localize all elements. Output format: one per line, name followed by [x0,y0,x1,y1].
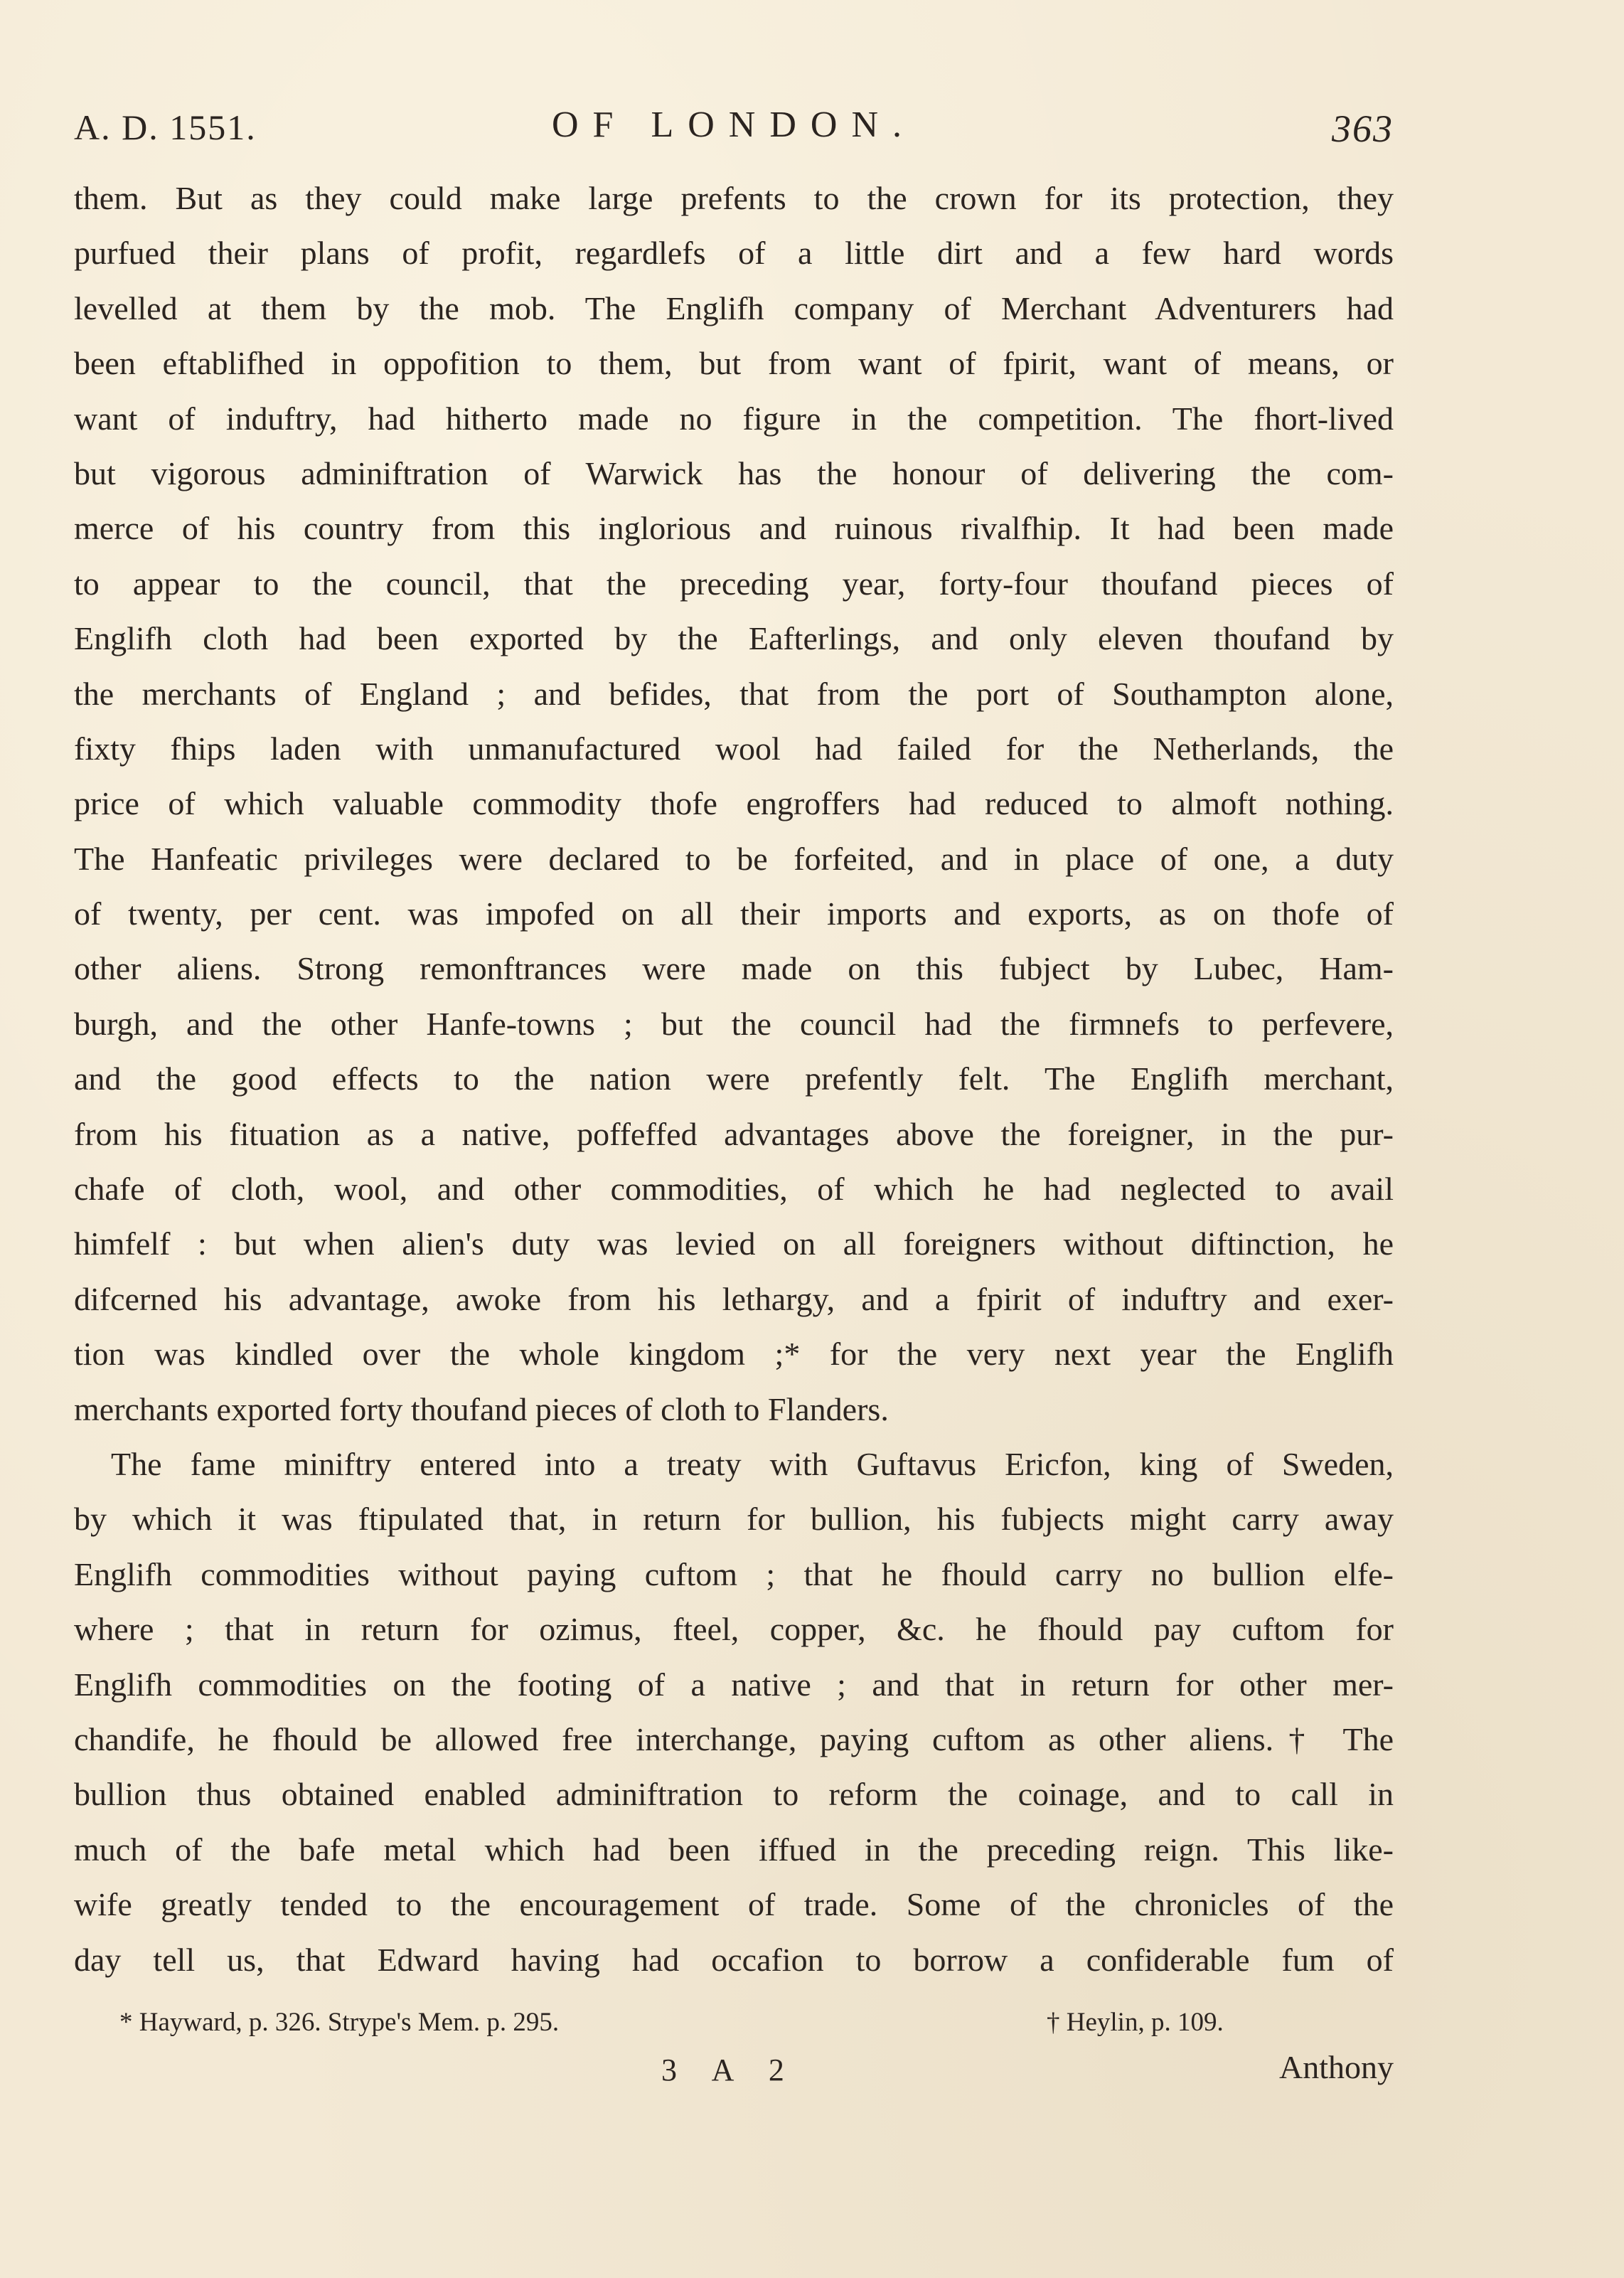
text-line: been eftablifhed in oppofition to them, but from want of fpirit, want of means, or [74,345,1394,382]
text-line: levelled at them by the mob. The Englifh company of Merchant Adventurers had [74,289,1394,326]
text-line: other aliens. Strong remonftrances were made on this fubject by Lubec, Ham- [74,950,1394,987]
footnotes [74,2007,1394,2050]
footnote-heylin: † Heylin, p. 109. [1047,2008,1224,2037]
text-line: Englifh commodities without paying cuftom ; that he fhould carry no bullion elfe- [74,1555,1394,1592]
text-line: of twenty, per cent. was impofed on all their imports and exports, as on thofe of [74,895,1394,932]
text-line: Englifh cloth had been exported by the Eafterlings, and only eleven thoufand by [74,620,1394,657]
text-line: difcerned his advantage, awoke from his lethargy, and a fpirit of induftry and exer- [74,1280,1394,1317]
text-line: to appear to the council, that the preceding year, forty-four thoufand pieces of [74,565,1394,602]
text-line: himfelf : but when alien's duty was levied on all foreigners without diftinction, he [74,1225,1394,1262]
text-line: from his fituation as a native, poffeffed advantages above the foreigner, in the pur- [74,1115,1394,1152]
text-line: want of induftry, had hitherto made no figure in the competition. The fhort-lived [74,400,1394,437]
text-line: purfued their plans of profit, regardlefs of a little dirt and a few hard words [74,235,1394,272]
text-line: chandife, he fhould be allowed free interchange, paying cuftom as other aliens.† The [74,1720,1394,1757]
header-year: A. D. 1551. [74,107,257,147]
text-line: day tell us, that Edward having had occafion to borrow a confiderable fum of [74,1941,1394,1978]
text-line: wife greatly tended to the encouragement of trade. Some of the chronicles of the [74,1886,1394,1923]
text-line: chafe of cloth, wool, and other commodities, of which he had neglected to avail [74,1171,1394,1208]
catchword: Anthony [1279,2049,1394,2085]
body-text [74,171,1394,1987]
text-line: tion was kindled over the whole kingdom ;* for the very next year the Englifh [74,1336,1394,1373]
text-line: Englifh commodities on the footing of a native ; and that in return for other mer- [74,1666,1394,1703]
text-line: but vigorous adminiftration of Warwick has the honour of delivering the com- [74,454,1394,491]
text-line: the merchants of England ; and befides, that from the port of Southampton alone, [74,675,1394,712]
text-line: price of which valuable commodity thofe engroffers had reduced to almoft nothing. [74,785,1394,822]
text-line: merce of his country from this inglorious and ruinous rivalfhip. It had been made [74,510,1394,547]
header-title: OF LONDON. [552,105,916,145]
text-line: merchants exported forty thoufand pieces of cloth to Flanders. [74,1390,889,1427]
page-number: 363 [1332,107,1394,150]
text-line: The Hanfeatic privileges were declared to be forfeited, and in place of one, a duty [74,840,1394,877]
text-line: and the good effects to the nation were prefently felt. The Englifh merchant, [74,1060,1394,1097]
text-line: by which it was ftipulated that, in return for bullion, his fubjects might carry away [74,1501,1394,1538]
text-line: fixty fhips laden with unmanufactured wool had failed for the Netherlands, the [74,730,1394,767]
signature-mark: 3 A 2 [661,2053,798,2087]
text-line: where ; that in return for ozimus, fteel, copper, &c. he fhould pay cuftom for [74,1611,1394,1648]
text-line: The fame miniftry entered into a treaty with Guftavus Ericfon, king of Sweden, [111,1445,1394,1482]
running-head [74,100,1394,156]
text-line: bullion thus obtained enabled adminiftration to reform the coinage, and to call in [74,1776,1394,1813]
footnote-hayward: * Hayward, p. 326. Strype's Mem. p. 295. [119,2008,560,2037]
text-line: much of the bafe metal which had been iffued in the preceding reign. This like- [74,1831,1394,1868]
text-line: burgh, and the other Hanfe-towns ; but the council had the firmnefs to perfevere, [74,1005,1394,1042]
text-line: them. But as they could make large prefents to the crown for its protection, they [74,180,1394,216]
